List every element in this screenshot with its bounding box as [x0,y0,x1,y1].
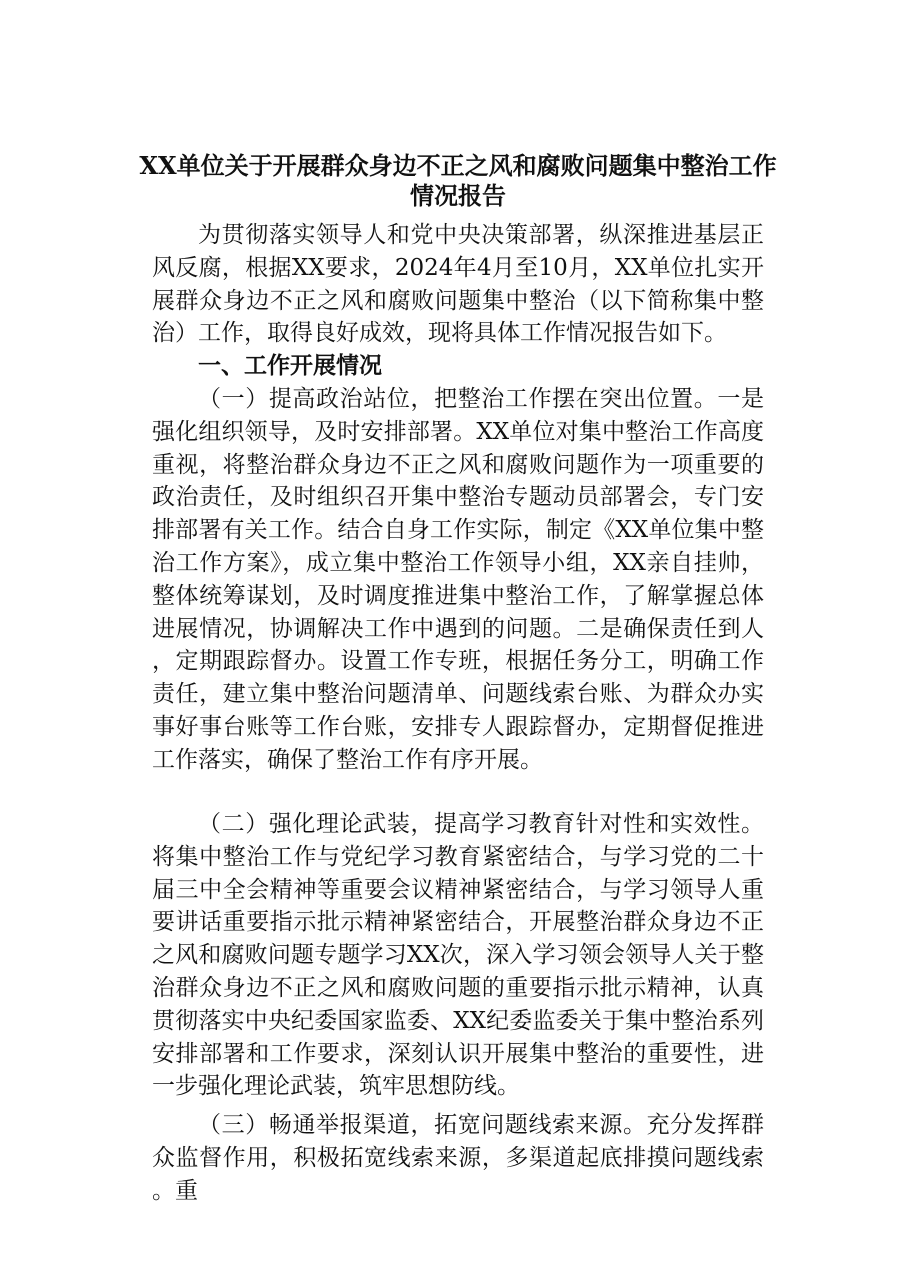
document-title-line1: XX单位关于开展群众身边不正之风和腐败问题集中整治工作 [139,151,777,180]
paragraph-political-stance: （一）提高政治站位，把整治工作摆在突出位置。一是强化组织领导，及时安排部署。XX单位对集中整治工作高度重视，将整治群众身边不正之风和腐败问题作为一项重要的政治责任，及时组织召开集中整治专题动员部署会，专门安排部署有关工作。结合自身工作实际，制定《XX单位集中整治工作方案》，成立集中整治工作领导小组，XX亲自挂帅，整体统筹谋划，及时调度推进集中整治工作，了解掌握总体进展情况，协调解决工作中遇到的问题。二是确保责任到人，定期跟踪督办。设置工作专班，根据任务分工，明确工作责任，建立集中整治问题清单、问题线索台账、为群众办实事好事台账等工作台账，安排专人跟踪督办，定期督促推进工作落实，确保了整治工作有序开展。 [152,386,764,773]
intro-paragraph: 为贯彻落实领导人和党中央决策部署，纵深推进基层正风反腐，根据XX要求，2024年4月至10月，XX单位扎实开展群众身边不正之风和腐败问题集中整治（以下简称集中整治）工作，取得良好成效，现将具体工作情况报告如下。 [152,222,764,347]
document-title-line2: 情况报告 [410,181,506,210]
paragraph-theory-study: （二）强化理论武装，提高学习教育针对性和实效性。将集中整治工作与党纪学习教育紧密结合，与学习党的二十届三中全会精神等重要会议精神紧密结合，与学习领导人重要讲话重要指示批示精神紧密结合，开展整治群众身边不正之风和腐败问题专题学习XX次，深入学习领会领导人关于整治群众身边不正之风和腐败问题的重要指示批示精神，认真贯彻落实中央纪委国家监委、XX纪委监委关于集中整治系列安排部署和工作要求，深刻认识开展集中整治的重要性，进一步强化理论武装，筑牢思想防线。 [152,811,764,1100]
paragraph-report-channels: （三）畅通举报渠道，拓宽问题线索来源。充分发挥群众监督作用，积极拓宽线索来源，多渠道起底排摸问题线索。重 [152,1112,764,1204]
section-heading-work-progress: 一、工作开展情况 [198,353,382,379]
